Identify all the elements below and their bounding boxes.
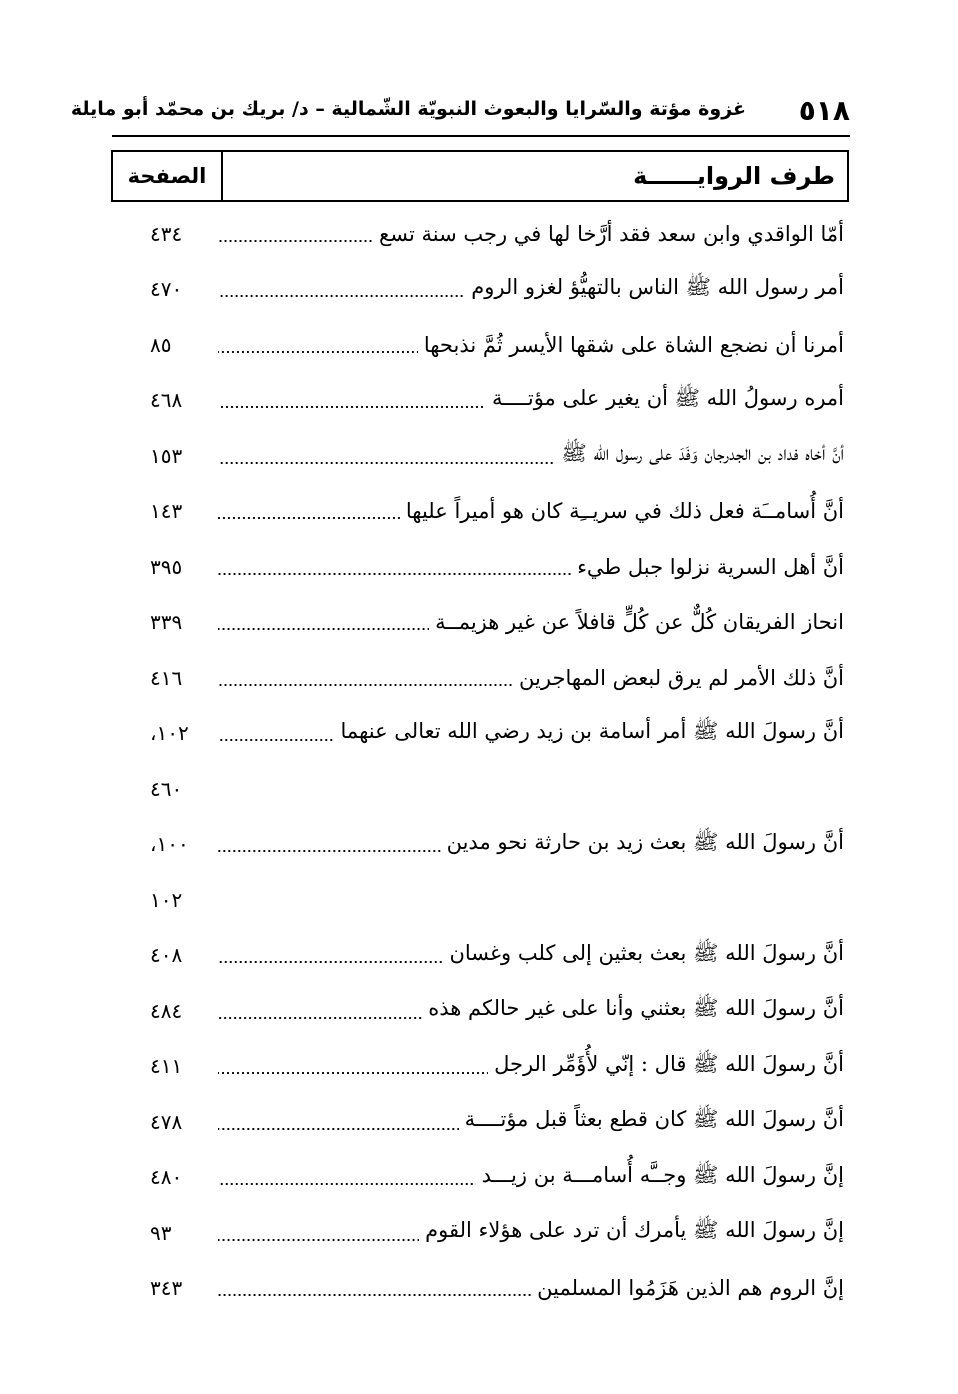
page-reference: ٤٦٠ [150,776,183,801]
leader-dots [218,238,373,244]
narration-text: إنَّ رسولَ الله ﷺ وجــَّه أُسامـــة بن زيـــد [481,1162,844,1187]
index-row [150,373,844,429]
narration-text: أنَّ رسولَ الله ﷺ بعثني وأنا على غير حالكم هذه [428,996,844,1021]
index-row [150,1261,844,1317]
narration-text: أنَّ رسولَ الله ﷺ أمر أسامة بن زيد رضي الله تعالى عنهما [340,718,844,743]
leader-dots [218,848,441,854]
leader-dots [218,1126,459,1132]
index-row [150,595,844,651]
leader-dots [218,959,443,965]
index-row [150,484,844,540]
page-reference: ٩٣ [150,1220,172,1245]
leader-dots [218,349,418,355]
index-row [150,1039,844,1095]
header-rule [112,135,850,137]
narration-text: إنَّ رسولَ الله ﷺ يأمرك أن ترد على هؤلاء القوم [425,1218,844,1243]
page-reference: ٤٧٠ [150,277,183,302]
page-column-header: الصفحة [113,152,223,200]
leader-dots [218,1237,419,1243]
narration-text: أنَّ أخاه فداد بن الجدرجان وَفَدَ على رسول الله ﷺ [561,441,844,466]
index-row [150,817,844,873]
leader-dots [218,1292,531,1298]
narration-text: أنَّ أُسامــَة فعل ذلك في سريــِة كان هو أميراً عليها [405,499,844,524]
index-row [150,1094,844,1150]
narration-text: أنَّ رسولَ الله ﷺ كان قطع بعثاً قبل مؤتــــة [464,1107,844,1132]
index-row [150,206,844,262]
index-row [150,983,844,1039]
narration-text: انحاز الفريقان كُلٌّ عن كُلٍّ قافلاً عن غير هزيمــة [435,610,844,635]
narration-text: أنَّ ذلك الأمر لم يرق لبعض المهاجرين [519,665,844,690]
index-row [150,317,844,373]
page-reference: ٣٩٥ [150,554,183,579]
page-reference: ١٤٣ [150,499,183,524]
page-reference: ٤١٦ [150,665,183,690]
leader-dots [218,404,486,410]
index-row [150,1150,844,1206]
index-row [150,428,844,484]
leader-dots [218,626,429,632]
narration-text: أنَّ رسولَ الله ﷺ بعث زيد بن حارثة نحو مدين [446,829,844,854]
index-row [150,872,844,928]
leader-dots [218,682,513,688]
page-reference: ١٥٣ [150,443,183,468]
page-reference: ٤٣٤ [150,221,183,246]
page-reference: ٤٧٨ [150,1109,183,1134]
page-reference: ٣٤٣ [150,1276,183,1301]
page-reference: ١٠٢، [150,721,189,746]
page-header [70,88,850,132]
index-table-header [111,150,849,202]
narration-column-header: طرف الروايــــــة [633,162,835,190]
leader-dots [218,515,400,521]
narration-index-list [150,206,844,1316]
narration-text: أنَّ أهل السرية نزلوا جبل طيء [577,554,844,579]
narration-text: أنَّ رسولَ الله ﷺ بعث بعثين إلى كلب وغسان [449,940,844,965]
index-row [150,706,844,762]
narration-text: إنَّ الروم هم الذين هَزَمُوا المسلمين [537,1276,844,1301]
leader-dots [218,737,335,743]
page-reference: ١٠٢ [150,887,183,912]
page-reference: ٤٨٤ [150,998,183,1023]
leader-dots [218,571,571,577]
index-row [150,650,844,706]
index-row [150,1205,844,1261]
running-title: غزوة مؤتة والسّرايا والبعوث النبويّة الشّمالية – د/ بريك بن محمّد أبو مايلة [70,98,746,120]
leader-dots [218,293,465,299]
leader-dots [218,1070,488,1076]
page-reference: ٤٨٠ [150,1165,183,1190]
leader-dots [218,1181,476,1187]
page-reference: ٣٣٩ [150,610,183,635]
narration-text: أمرنا أن نضجع الشاة على شقها الأيسر ثُمَّ نذبحها [423,332,844,357]
page-number: ٥١٨ [798,94,850,127]
index-row [150,539,844,595]
page-reference: ٤٠٨ [150,943,183,968]
page-reference: ١٠٠، [150,832,189,857]
leader-dots [218,1015,422,1021]
narration-text: أمر رسول الله ﷺ الناس بالتهيُّؤ لغزو الروم [471,274,844,299]
index-row [150,262,844,318]
leader-dots [218,460,555,466]
index-row [150,761,844,817]
page-reference: ٨٥ [150,332,172,357]
narration-text: أمره رسولُ الله ﷺ أن يغير على مؤتــــة [491,385,844,410]
narration-text: أمّا الواقدي وابن سعد فقد أرَّخا لها في رجب سنة تسع [379,221,844,246]
index-row [150,928,844,984]
narration-text: أنَّ رسولَ الله ﷺ قال : إنّي لأُؤَمِّر الرجل [494,1051,844,1076]
page-reference: ٤٦٨ [150,388,183,413]
page-reference: ٤١١ [150,1054,183,1079]
